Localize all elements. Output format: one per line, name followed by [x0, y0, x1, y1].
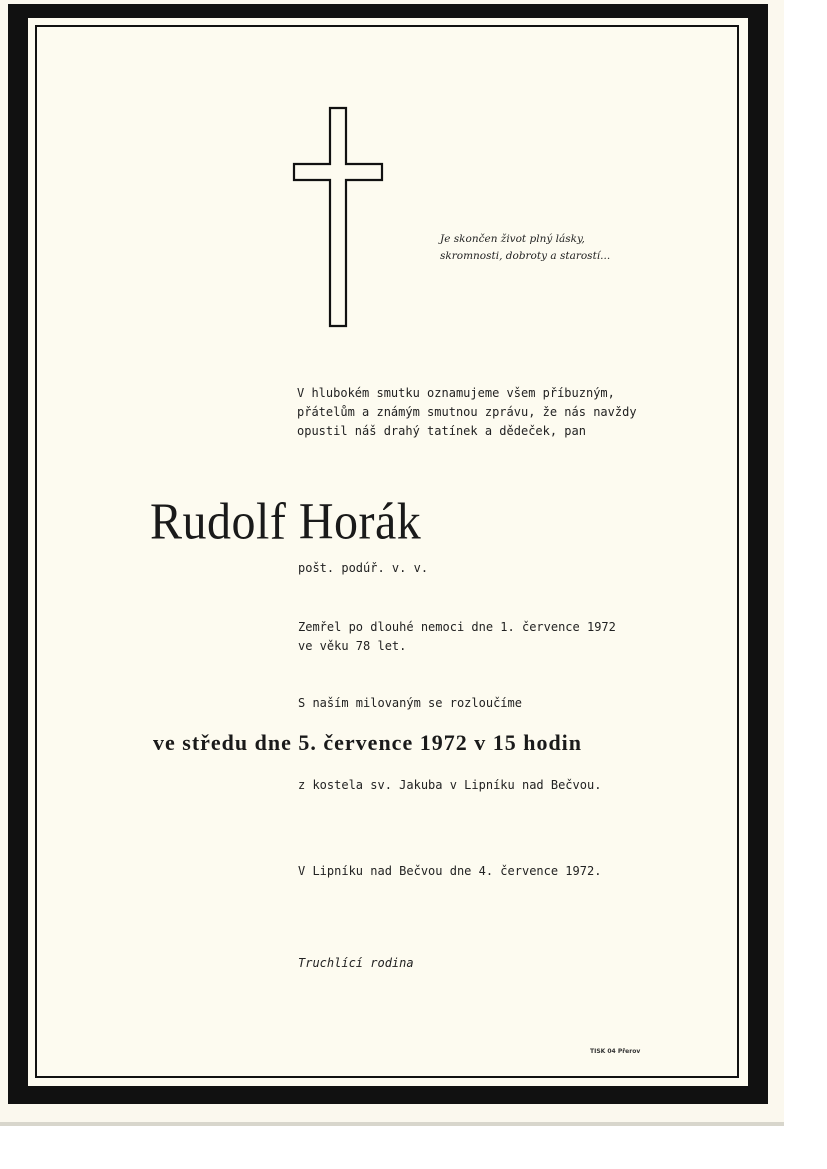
funeral-date: ve středu dne 5. července 1972 v 15 hodin	[153, 730, 583, 755]
place-and-date: V Lipníku nad Bečvou dne 4. července 1972.	[298, 864, 602, 878]
cross-icon	[292, 106, 386, 330]
announcement-line-3: opustil náš drahý tatínek a dědeček, pan	[297, 424, 586, 438]
epitaph-line-2: skromnosti, dobroty a starostí...	[440, 250, 611, 262]
death-line-1: Zemřel po dlouhé nemoci dne 1. července 1972	[298, 620, 616, 634]
funeral-place: z kostela sv. Jakuba v Lipníku nad Bečvou.	[298, 778, 602, 792]
death-line-2: ve věku 78 let.	[298, 639, 407, 653]
deceased-name: Rudolf Horák	[150, 493, 422, 551]
death-details	[298, 618, 616, 656]
announcement-line-1: V hlubokém smutku oznamujeme všem příbuzným,	[297, 386, 615, 400]
sheet-edge	[0, 1122, 784, 1126]
deceased-title: pošt. podúř. v. v.	[298, 561, 429, 575]
signature: Truchlící rodina	[298, 956, 414, 970]
farewell-intro: S naším milovaným se rozloučíme	[298, 696, 522, 710]
epitaph-quote	[440, 231, 610, 265]
announcement-line-2: přátelům a známým smutnou zprávu, že nás navždy	[297, 405, 637, 419]
inner-frame-line	[35, 25, 739, 1078]
printer-imprint: TISK 04 Přerov	[590, 1048, 641, 1055]
announcement-text	[297, 384, 637, 441]
epitaph-line-1: Je skončen život plný lásky,	[440, 233, 585, 245]
